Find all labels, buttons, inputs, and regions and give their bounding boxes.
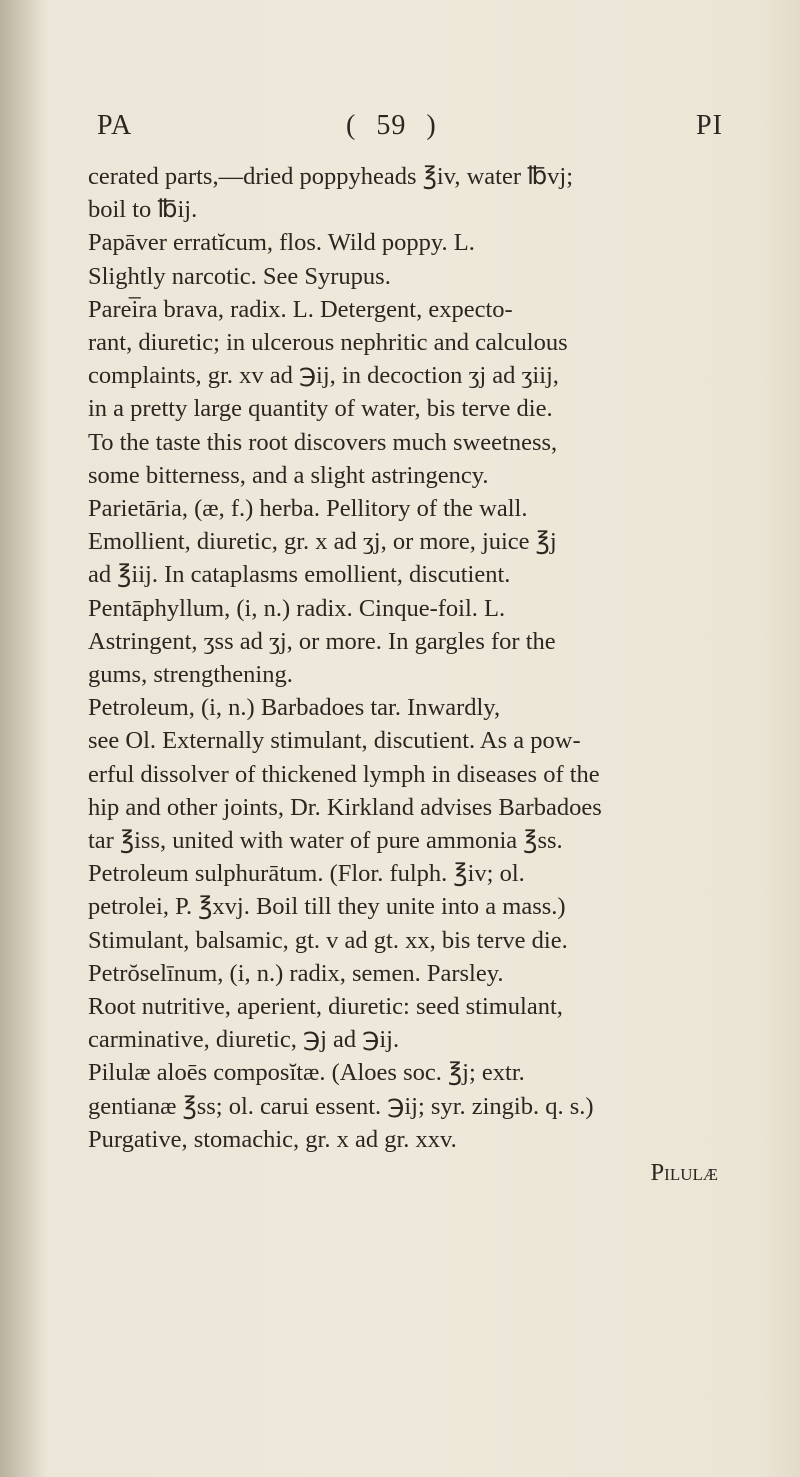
text-line: Parietāria, (æ, f.) herba. Pellitory of the wall. (88, 495, 528, 523)
text-line: Slightly narcotic. See Syrupus. (88, 262, 391, 290)
text-line: Emollient, diuretic, gr. x ad ʒj, or more, juice ℥j (88, 528, 557, 556)
header-right-guide: PI (696, 110, 723, 141)
text-line: Root nutritive, aperient, diuretic: seed stimulant, (88, 993, 563, 1021)
text-line: erful dissolver of thickened lymph in diseases of the (88, 760, 600, 788)
text-line: Stimulant, balsamic, gt. v ad gt. xx, bis terve die. (88, 926, 568, 954)
running-header (0, 110, 800, 150)
text-line: ad ℥iij. In cataplasms emollient, discutient. (88, 561, 511, 589)
text-line: To the taste this root discovers much sweetness, (88, 428, 558, 456)
text-line: hip and other joints, Dr. Kirkland advises Barbadoes (88, 793, 602, 821)
text-line: gentianæ ℥ss; ol. carui essent. ℈ij; syr. zingib. q. s.) (88, 1092, 594, 1120)
text-line: gums, strengthening. (88, 661, 293, 689)
text-line: cerated parts,—dried poppyheads ℥iv, water ℔vj; (88, 163, 574, 190)
text-line: petrolei, P. ℥xvj. Boil till they unite into a mass.) (88, 893, 566, 921)
text-line: tar ℥iss, united with water of pure ammonia ℥ss. (88, 827, 563, 855)
page-gutter-shadow (0, 0, 48, 1477)
text-line: Purgative, stomachic, gr. x ad gr. xxv. (88, 1125, 457, 1153)
text-line: complaints, gr. xv ad ℈ij, in decoction ʒj ad ʒiij, (88, 362, 559, 390)
text-line: boil to ℔ij. (88, 196, 198, 224)
text-line: rant, diuretic; in ulcerous nephritic and calculous (88, 329, 568, 357)
text-line: Pentāphyllum, (i, n.) radix. Cinque-foil. L. (88, 594, 506, 622)
page-number: ( 59 ) (346, 110, 437, 141)
catchword: Pilulæ (650, 1159, 718, 1187)
text-line: Petrŏselīnum, (i, n.) radix, semen. Parsley. (88, 959, 504, 987)
text-line: Parei̅ra brava, radix. L. Detergent, expecto- (88, 295, 513, 323)
text-line: in a pretty large quantity of water, bis terve die. (88, 395, 553, 423)
text-line: some bitterness, and a slight astringency. (88, 461, 489, 489)
text-line: see Ol. Externally stimulant, discutient. As a pow- (88, 727, 581, 755)
text-line: Petroleum sulphurātum. (Flor. fulph. ℥iv; ol. (88, 860, 525, 888)
text-line: Pilulæ aloēs composĭtæ. (Aloes soc. ℥j; extr. (88, 1059, 525, 1087)
header-left-guide: PA (97, 110, 133, 141)
text-line: Papāver erratĭcum, flos. Wild poppy. L. (88, 229, 475, 257)
body-text (88, 160, 748, 1189)
text-line: Astringent, ʒss ad ʒj, or more. In gargles for the (88, 627, 556, 655)
text-line: carminative, diuretic, ℈j ad ℈ij. (88, 1026, 400, 1054)
text-line: Petroleum, (i, n.) Barbadoes tar. Inwardly, (88, 694, 501, 722)
